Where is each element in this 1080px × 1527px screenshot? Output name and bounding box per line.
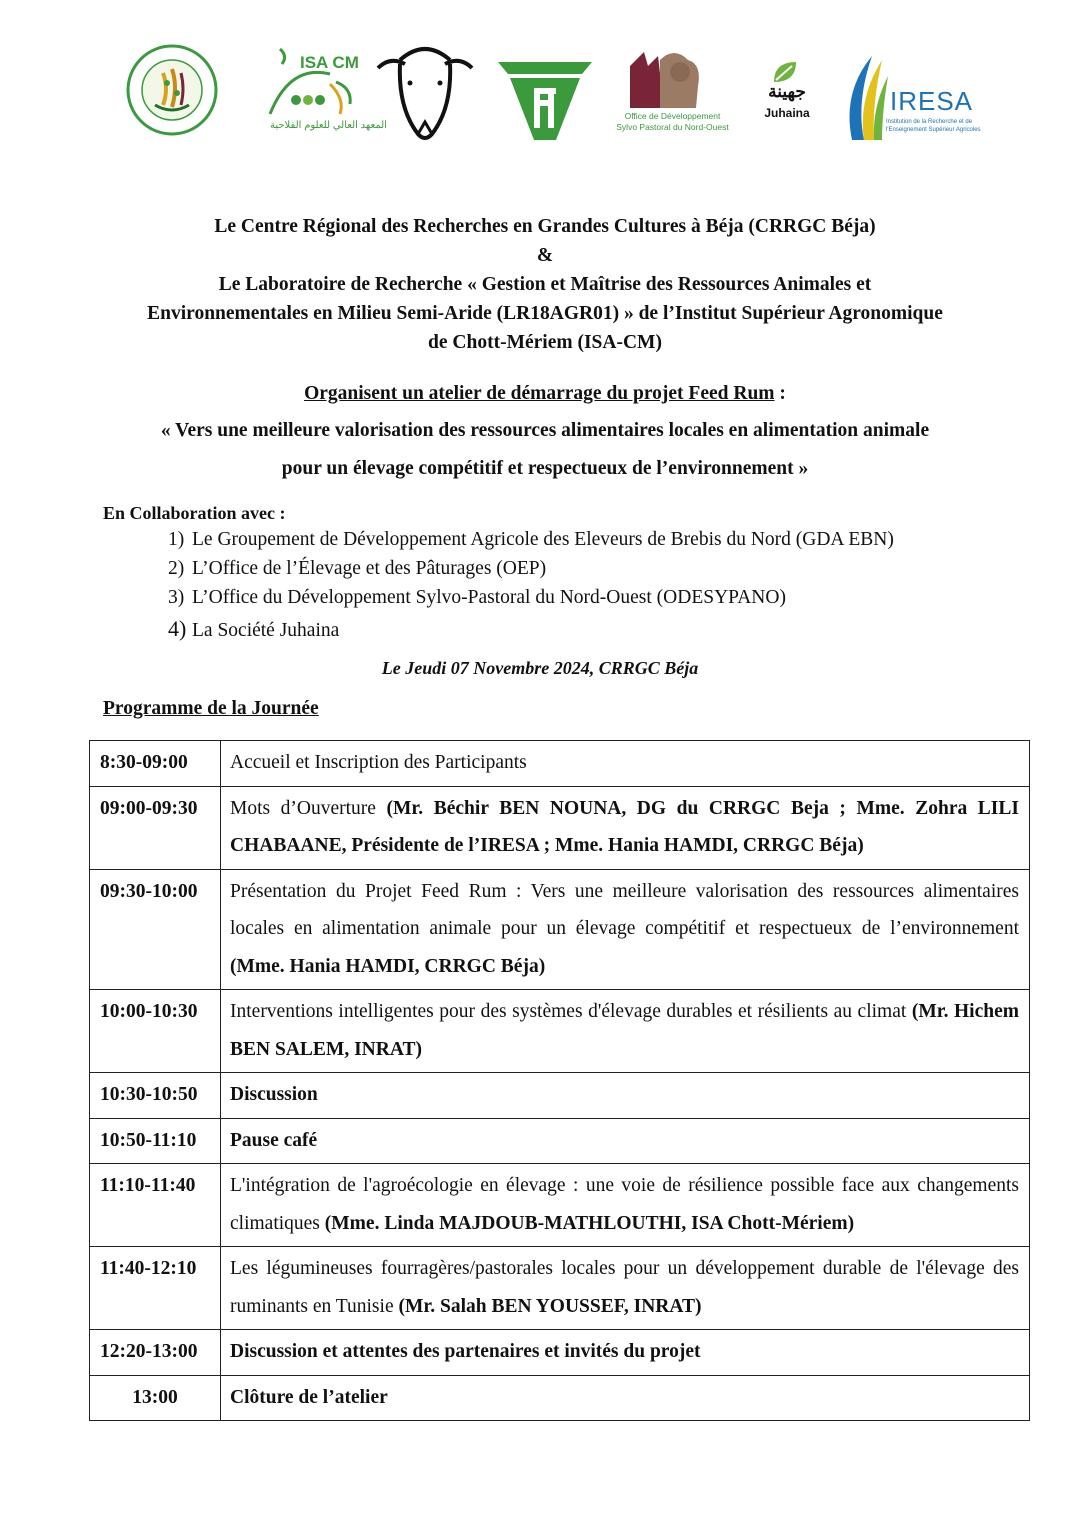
partner-logos [120,38,980,148]
odesypano-label-line2: Sylvo Pastoral du Nord-Ouest [616,122,729,132]
sheep-logo [370,38,480,146]
table-row [90,1375,1030,1421]
juhaina-label: Juhaina [764,106,810,120]
row-speaker: (Mme. Hania HAMDI, CRRGC Béja) [230,955,546,977]
row-time: 09:00-09:30 [90,786,221,869]
row-speaker: Discussion [230,1084,318,1105]
row-description [221,1164,1030,1247]
row-time: 11:10-11:40 [90,1164,221,1247]
row-time: 11:40-12:10 [90,1247,221,1330]
row-speaker: (Mr. Hichem BEN SALEM, INRAT) [230,1001,1019,1060]
row-time: 13:00 [90,1375,221,1421]
table-row [90,741,1030,787]
table-row [90,786,1030,869]
row-time: 10:50-11:10 [90,1118,221,1164]
table-row [90,990,1030,1073]
isa-arabic-label: المعهد العالي للعلوم الفلاحية [270,120,387,131]
table-row [90,1247,1030,1330]
programme-title: Programme de la Journée [103,698,319,719]
organizer-lab-line3: de Chott-Mériem (ISA-CM) [428,332,662,353]
odesypano-logo [630,46,702,108]
list-item [168,525,894,554]
row-speaker: Discussion et attentes des partenaires et invités du projet [230,1341,701,1362]
row-time: 8:30-09:00 [90,741,221,787]
project-theme-line2: pour un élevage compétitif et respectueux de l’environnement » [281,458,809,479]
programme-table [89,740,1030,1421]
list-item-text: L’Office du Développement Sylvo-Pastoral du Nord-Ouest (ODESYPANO) [192,587,786,608]
list-item-number: 1) [168,529,185,550]
row-speaker: (Mr. Béchir BEN NOUNA, DG du CRRGC Beja ; Mme. Zohra LILI CHABAANE, Présidente de l’IRESA ; Mme. Hania HAMDI, CRRGC Béja) [230,797,1019,856]
row-speaker: (Mr. Salah BEN YOUSSEF, INRAT) [398,1295,702,1317]
row-speaker: (Mme. Linda MAJDOUB-MATHLOUTHI, ISA Chott-Mériem) [324,1212,855,1234]
event-announcement-colon: : [774,383,786,404]
table-row [90,1118,1030,1164]
odesypano-label-line1: Office de Développement [624,111,721,121]
isa-cm-label: ISA CM [300,53,359,72]
row-text: Mots d’Ouverture [230,797,387,819]
row-description [221,741,1030,787]
table-row [90,1330,1030,1376]
iresa-label: IRESA [890,86,974,116]
list-item-number: 3) [168,587,185,608]
list-item-text: Le Groupement de Développement Agricole des Eleveurs de Brebis du Nord (GDA EBN) [192,529,894,550]
iresa-subtitle [886,118,996,134]
organizer-lab-line2: Environnementales en Milieu Semi-Aride (LR18AGR01) » de l’Institut Supérieur Agronomique [147,303,943,324]
green-emblem-logo [496,60,594,142]
row-time: 10:00-10:30 [90,990,221,1073]
iresa-subtitle-line2: l'Enseignement Supérieur Agricoles [886,127,981,133]
event-announcement-title: Organisent un atelier de démarrage du projet Feed Rum [304,383,775,404]
table-row [90,869,1030,990]
juhaina-leaf-icon [772,60,798,84]
row-text: L'intégration de l'agroécologie en élevage : une voie de résilience possible face aux changements climatiques [230,1175,1019,1234]
row-description [221,1073,1030,1119]
row-description [221,786,1030,869]
row-description [221,1330,1030,1376]
organizer-crrgc: Le Centre Régional des Recherches en Grandes Cultures à Béja (CRRGC Béja) [214,216,876,237]
event-date: Le Jeudi 07 Novembre 2024, CRRGC Béja [381,658,699,678]
row-time: 10:30-10:50 [90,1073,221,1119]
list-item [168,554,894,583]
odesypano-label [610,111,735,133]
ampersand: & [536,245,554,266]
project-theme-line1: « Vers une meilleure valorisation des ressources alimentaires locales en alimentation animale [160,420,930,441]
table-row [90,1164,1030,1247]
table-row [90,1073,1030,1119]
row-text: Les légumineuses fourragères/pastorales locales pour un développement durable de l'élevage des ruminants en Tunisie [230,1258,1019,1317]
list-item-text: La Société Juhaina [192,620,340,641]
row-speaker: Clôture de l’atelier [230,1386,388,1408]
list-item-number: 2) [168,558,185,579]
list-item-text: L’Office de l’Élevage et des Pâturages (OEP) [192,558,547,579]
list-item-number: 4) [168,616,187,641]
row-speaker: Pause café [230,1129,318,1151]
collaboration-title: En Collaboration avec : [103,503,286,523]
event-announcement [80,383,1010,405]
iresa-subtitle-line1: Institution de la Recherche et de [886,119,973,125]
list-item [168,583,894,612]
crrgc-logo [125,43,219,137]
row-time: 09:30-10:00 [90,869,221,990]
row-text: Accueil et Inscription des Participants [230,752,527,773]
collaboration-list [168,525,894,645]
row-description [221,1247,1030,1330]
list-item [168,614,894,645]
row-description [221,1375,1030,1421]
organizer-lab-line1: Le Laboratoire de Recherche « Gestion et Maîtrise des Ressources Animales et [218,274,872,295]
row-description [221,869,1030,990]
juhaina-arabic-label: جهينة [768,82,806,101]
row-text: Présentation du Projet Feed Rum : Vers une meilleure valorisation des ressources alimentaires locales en alimentation animale pour un élevage compétitif et respectueux de l’environnement [230,880,1019,939]
row-description [221,990,1030,1073]
iresa-emblem-icon [842,52,892,142]
row-text: Interventions intelligentes pour des systèmes d'élevage durables et résilients au climat [230,1001,912,1022]
row-time: 12:20-13:00 [90,1330,221,1376]
row-description [221,1118,1030,1164]
